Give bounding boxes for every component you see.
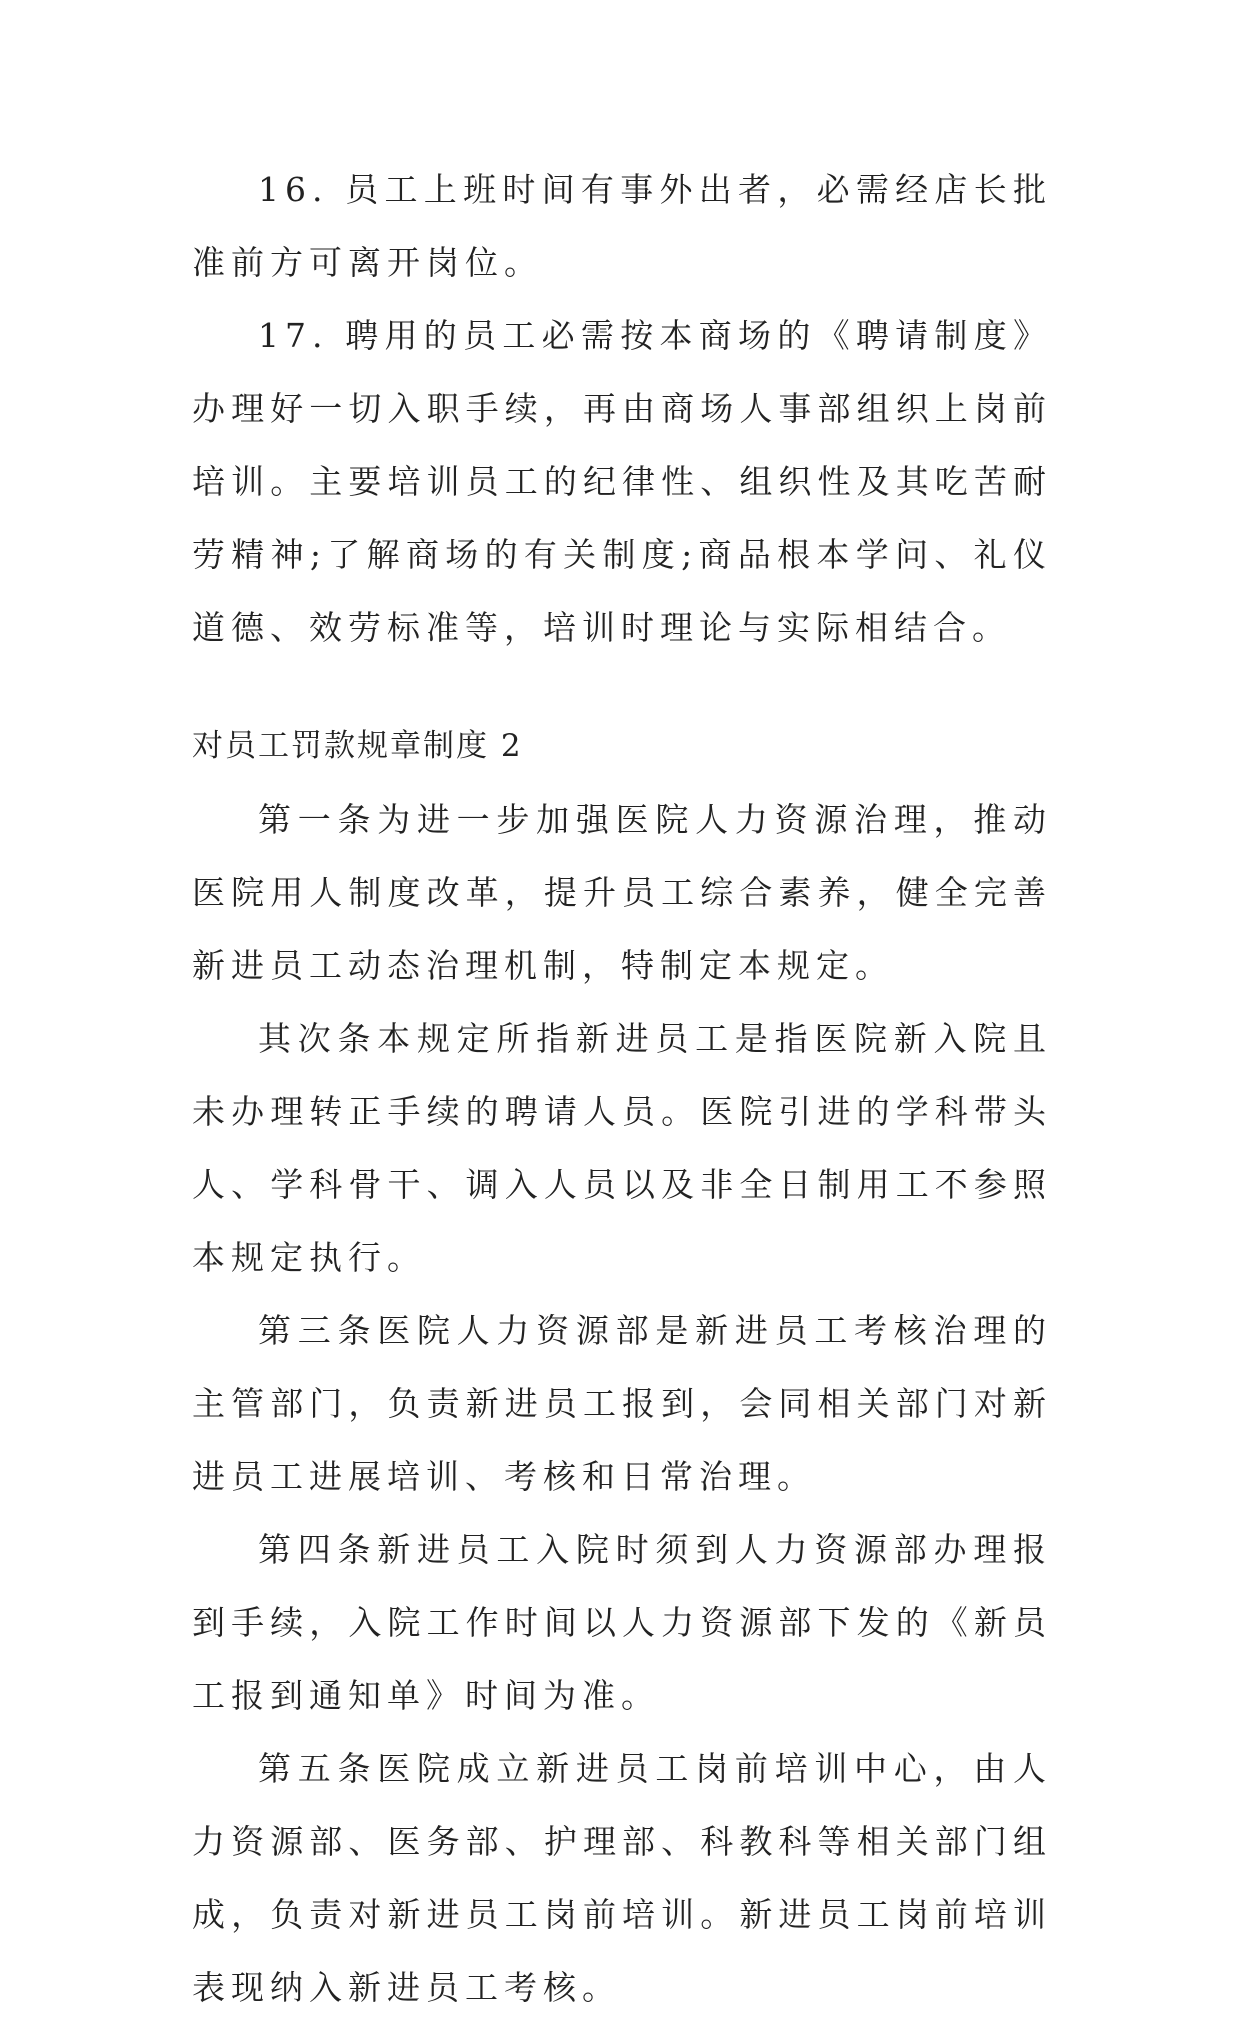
paragraph-article-4: 第四条新进员工入院时须到人力资源部办理报到手续，入院工作时间以人力资源部下发的《新员工报到通知单》时间为准。 [192, 1530, 1052, 1715]
paragraph-article-3: 第三条医院人力资源部是新进员工考核治理的主管部门，负责新进员工报到，会同相关部门对新进员工进展培训、考核和日常治理。 [192, 1311, 1052, 1496]
paragraph-article-5: 第五条医院成立新进员工岗前培训中心，由人力资源部、医务部、护理部、科教科等相关部门组成，负责对新进员工岗前培训。新进员工岗前培训表现纳入新进员工考核。 [192, 1749, 1052, 2007]
paragraph-article-2: 其次条本规定所指新进员工是指医院新入院且未办理转正手续的聘请人员。医院引进的学科带头人、学科骨干、调入人员以及非全日制用工不参照本规定执行。 [192, 1019, 1052, 1277]
paragraph-article-1: 第一条为进一步加强医院人力资源治理，推动医院用人制度改革，提升员工综合素养，健全完善新进员工动态治理机制，特制定本规定。 [192, 800, 1052, 985]
paragraph-rule-17: 17. 聘用的员工必需按本商场的《聘请制度》办理好一切入职手续，再由商场人事部组织上岗前培训。主要培训员工的纪律性、组织性及其吃苦耐劳精神;了解商场的有关制度;商品根本学问、礼仪道德、效劳标准等，培训时理论与实际相结合。 [192, 316, 1052, 647]
paragraph-rule-16: 16. 员工上班时间有事外出者，必需经店长批准前方可离开岗位。 [192, 170, 1052, 282]
document-body [192, 153, 1052, 2024]
section-title: 对员工罚款规章制度 2 [192, 728, 523, 764]
